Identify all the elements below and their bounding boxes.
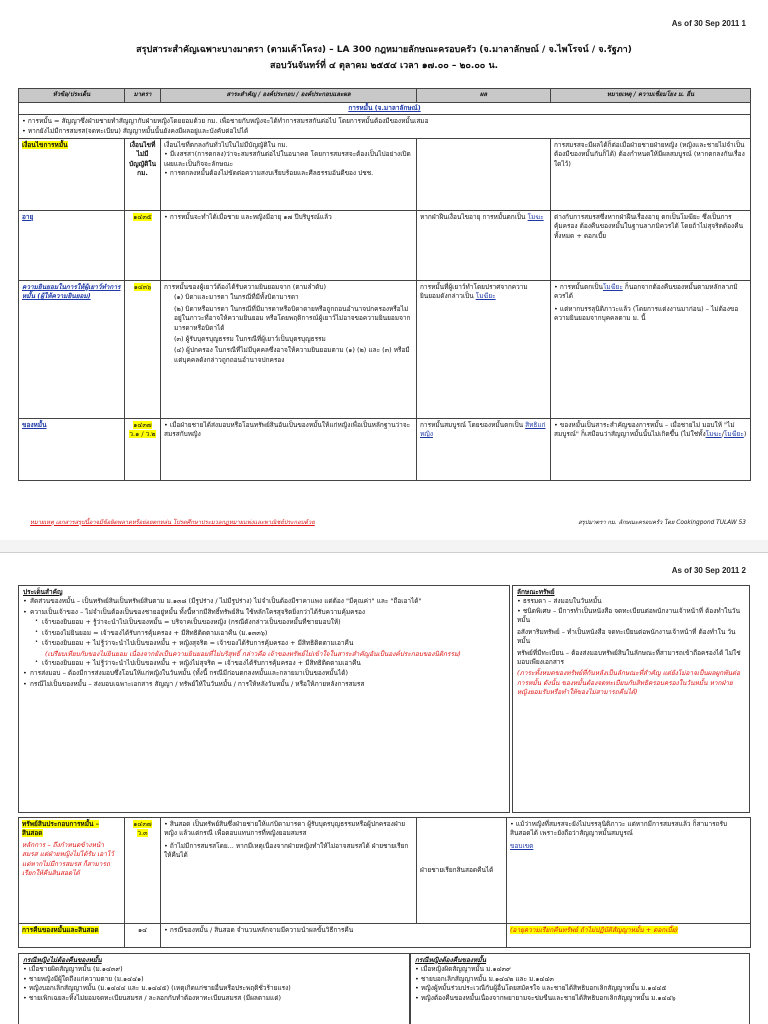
list-item: • ชายหญิงมีผู้ใดถึงแก่ความตาย (ม.๑๔๔๑)	[23, 974, 144, 983]
list-item: (๔) ผู้ปกครอง ในกรณีที่ไม่มีบุคคลซึ่งอาจให้ความยินยอมตาม (๑) (๒) และ (๓) หรือมีแต่บุคคลดังกล่าวถูกถอนอำนาจปกครอง	[174, 346, 410, 364]
row-note-text: • การหมั้นตกเป็น	[554, 282, 603, 291]
table-row	[19, 138, 751, 210]
row-note: • แม้ว่าหญิงที่สมรสจะยังไม่บรรลุนิติภาวะ แต่หากมีการสมรสแล้ว ก็สามารถรับสินสอดได้ เพราะยังถือว่าสัญญาหมั้นสมบูรณ์	[510, 820, 728, 838]
list-item: • เจ้าของไม่ยินยอม = เจ้าของได้รับการคุ้มครอง + มีสิทธิติดตามเอาคืน (ม.๑๓๓๖)	[35, 629, 505, 638]
must-return-box	[410, 953, 750, 1024]
row-note: ต่างกับการสมรสซึ่งหากฝ่าฝืนเรื่องอายุ ตกเป็นโมฆียะ ซึ่งเป็นการคุ้มครอง ต้องคืนของหมั้นในฐานลาภมิควรได้ โดยถ้าไม่สุจริตต้องคืนทั้งหมด + ดอกเบี้ย	[551, 210, 751, 280]
row-note-text: • แต่หากบรรลุนิติภาวะแล้ว (โดยการแต่งงานมาก่อน) – ไม่ต้องขอความยินยอมจากบุคคลตาม ม. นี้	[554, 304, 739, 323]
page-header: As of 30 Sep 2011 1	[671, 19, 746, 28]
list-item: • หญิงผู้หมั้นร่วมประเวณีกับผู้อื่นโดยสมัครใจ และชายได้สิทธิบอกเลิกสัญญาหมั้น ม.๑๔๔๕	[415, 984, 667, 993]
list-item: • กรณีไม่เป็นของหมั้น – ส่งมอบเฉพาะเอกสาร สัญญา / ทรัพย์ให้ในวันหมั้น / การให้หลังวันหมั้น / หรือให้ภายหลังการสมรส	[23, 680, 505, 689]
property-type-box	[512, 585, 750, 813]
row-content-line: • การตกลงหมั้นต้องไม่ขัดต่อความสงบเรียบร้อยและศีลธรรมอันดีของ ปชช.	[164, 169, 374, 178]
list-item: • เมื่อชายผิดสัญญาหมั้น (ม.๑๔๓๙)	[23, 965, 123, 974]
row-result-link[interactable]: สิทธิแก่หญิง	[420, 420, 546, 439]
must-return-title: กรณีหญิงต้องคืนของหมั้น	[415, 956, 487, 964]
row-note-link[interactable]: โมฆียะ	[723, 430, 744, 439]
row-content: • เมื่อฝ่ายชายได้ส่งมอบหรือโอนทรัพย์สินอันเป็นของหมั้นให้แก่หญิงเพื่อเป็นหลักฐานว่าจะสมรสกับหญิง	[161, 418, 417, 480]
footnote-disclaimer: หมายเหตุ เอกสารสรุปนี้อาจมีข้อผิดพลาดหรือย่อยตกหล่น โปรดศึกษาประมวลกฎหมายแพ่งและพาณิชย์ประกอบด้วย	[30, 520, 315, 526]
table-row	[19, 924, 751, 948]
row-topic: ของหมั้น	[22, 420, 47, 429]
row-section: ๑๔	[125, 924, 161, 948]
intro-row	[19, 115, 751, 139]
row-section: ๑๔๓๖	[133, 282, 152, 291]
row-content-intro: การหมั้นของผู้เยาว์ต้องได้รับความยินยอมจาก (ตามลำดับ)	[164, 282, 327, 291]
row-result: ฝ่ายชายเรียกสินสอดคืนได้	[417, 818, 507, 924]
row-topic: เงื่อนไขการหมั้น	[22, 140, 68, 149]
page-header: As of 30 Sep 2011 2	[671, 566, 746, 575]
row-topic: ทรัพย์สินประกอบการหมั้น – สินสอด	[22, 820, 99, 838]
key-points-box	[18, 585, 510, 813]
row-content: • สินสอด เป็นทรัพย์สินซึ่งฝ่ายชายให้แก่บิดามารดา ผู้รับบุตรบุญธรรมหรือผู้ปกครองฝ่ายหญิง แล้วแต่กรณี เพื่อตอบแทนการที่หญิงยอมสมรส	[164, 820, 406, 838]
table-header-row	[19, 89, 751, 103]
row-content: • ถ้าไม่มีการสมรสโดย... หากมีเหตุเนื่องจากฝ่ายหญิงทำให้ไม่อาจสมรสได้ ฝ่ายชายเรียกให้คืนได้	[164, 841, 409, 860]
row-topic: การคืนของหมั้นและสินสอด	[22, 926, 99, 934]
red-note: (ภาระทั้งหมดของทรัพย์ที่กันหลังเป็นลักษณะที่สำคัญ แต่ยังไม่อาจเป็นผลผูกพันต่อการหมั้น ดังนั้น ของหมั้นต้องจดทะเบียนกับสิทธิครอบครองในวันหมั้น หากฝ่ายหญิงยอมรับหรือทำให้ของไม่สามารถคืนได้)	[517, 669, 741, 697]
property-table	[18, 817, 751, 948]
list-item: • การส่งมอบ – ต้องมีการส่งมอบซึ่งโอนให้แก่หญิงในวันหมั้น (ทั้งนี้ กรณีมีก่อนตกลงหมั้นและกลายมาเป็นของหมั้นได้)	[23, 669, 505, 678]
list-item: • ชายบอกเลิกสัญญาหมั้น ม.๑๔๔๒ และ ม.๑๔๔๓	[415, 974, 554, 983]
row-result-link[interactable]: โมฆียะ	[475, 292, 496, 301]
row-note-tail: )	[743, 430, 747, 439]
list-item: • เจ้าของยินยอม + รู้ว่าจะนำไปเป็นของหมั้น = บริจาคเป็นของหญิง (กรณีดังกล่าวเป็นของหมั้นที่ชายมอบให้)	[35, 618, 505, 627]
row-content-line: • มีเงสรสา(การตกลง)ว่าจะสมรสกันต่อไปในอนาคต โดยการสมรสจะต้องเป็นไปอย่างเปิดเผยและเป็นกิจจะลักษณะ	[164, 150, 411, 168]
consent-list	[164, 293, 413, 365]
row-content-line: เงื่อนไขที่ตกลงกันทั่วไปในไม่มีบัญญัติใน กม.	[164, 140, 288, 149]
section-title: การหมั้น (จ.มาลาลักษณ์)	[348, 103, 421, 112]
list-item: • หญิงบอกเลิกสัญญาหมั้น (ม.๑๔๔๔ และ ม.๑๔๔๕) (เหตุเกิดแก่ชายอื่นหรือประพฤติชั่วร้ายแรง)	[23, 984, 291, 993]
property-line: ทรัพย์ที่มีทะเบียน – ต้องส่งมอบทรัพย์สินในลักษณะที่สามารถเข้าถือครองได้ ไม่ใช่มอบเพียงเอกสาร	[517, 648, 741, 666]
row-result	[417, 138, 551, 210]
row-content: • กรณีของหมั้น / สินสอด จำนวนหลักจามมีความนำผลขั้นวิธีการคืน	[161, 924, 507, 948]
row-section: ๑๔๓๕	[133, 212, 152, 221]
row-topic: ความยินยอมในการให้ผู้เยาว์ทำการหมั้น (ผู้ให้ความยินยอม)	[22, 282, 121, 301]
list-item: • เจ้าของยินยอม + ไม่รู้ว่าจะนำไปเป็นของหมั้น + หญิงไม่สุจริต = เจ้าของได้รับการคุ้มครอง + มีสิทธิติดตามเอาคืน	[35, 659, 505, 668]
list-item: • เมื่อหญิงผิดสัญญาหมั้น ม.๑๔๓๙	[415, 965, 511, 974]
red-note: (เปรียบเทียบกับของไม่ยินยอม เนื่องจากยังเป็นความยินยอมที่ไม่บริสุทธิ์ กล่าวคือ เจ้าของทรัพย์ไม่เข้าใจในสาระสำคัญอันเป็นองค์ประกอบของนิติกรรม)	[45, 649, 461, 658]
footnote-author: สรุปมาตรา กม. ลักษณะครอบครัว โดย Cookingpond TULAW 53	[578, 520, 746, 526]
row-note-link[interactable]: โมฆะ	[705, 430, 722, 439]
intro-line: • หากยังไม่มีการสมรส(จดทะเบียน) สัญญาหมั้นนั้นยังคงมีผลอยู่และบังคับต่อไปได้	[22, 126, 249, 135]
list-item: • สัดส่วนของหมั้น – เป็นทรัพย์สินเป็นทรัพย์สินตาม ม.๑๓๘ (มีรูปร่าง / ไม่มีรูปร่าง) ไม่จำเป็นต้องมีราคาแพง แต่ต้อง "มีคุณค่า" และ "ถือเอาได้"	[23, 597, 505, 606]
list-item: • ชายเพิกเฉยละทิ้งไม่ยอมจดทะเบียนสมรส / ละลอกกับทำต้องหาทะเบียนสมรส (มีผลตามแต่)	[23, 993, 281, 1002]
row-result-text: การหมั้นสมบูรณ์ โดยของหมั้นตกเป็น	[420, 420, 524, 429]
row-note-link[interactable]: ขอบเขต	[510, 841, 534, 850]
no-return-box	[18, 953, 410, 1024]
list-item: (๑) บิดาและมารดา ในกรณีที่มีทั้งบิดามารดา	[174, 293, 299, 302]
intro-line: • การหมั้น = สัญญาซึ่งฝ่ายชายทำสัญญากับฝ่ายหญิงโดยยอมด้วย กม. เพื่อชายกับหญิงจะได้ทำการสมรสกันต่อไป โดยการหมั้นต้องมีของหมั้นเสมอ	[22, 117, 429, 126]
document-page-2	[0, 552, 768, 1024]
section-title-row	[19, 102, 751, 114]
row-note-text: • ของหมั้นเป็นสาระสำคัญของการหมั้น – เมื่อชายไม่ มอบให้ "ไม่สมบูรณ์" ก็เสมือนว่าสัญญาหมั้นนั้นไม่เกิดขึ้น (ไม่ใช่ทั้ง	[554, 420, 735, 439]
row-note-tail: ก็นอกจากต้องคืนของหมั้นตามหลักลาภมิควรได้	[554, 282, 738, 301]
col-header-section: มาตรา	[125, 89, 161, 103]
page-separator	[0, 540, 768, 552]
property-type-title: ลักษณะทรัพย์	[517, 588, 555, 596]
row-note-link[interactable]: โมฆียะ	[602, 282, 623, 291]
col-header-note: หมายเหตุ / ความเชื่อมโยง ม. อื่น	[551, 89, 751, 103]
exam-schedule: สอบวันจันทร์ที่ ๔ ตุลาคม ๒๕๕๔ เวลา ๑๗.๐๐ – ๒๐.๐๐ น.	[269, 61, 499, 71]
table-row: ของหมั้น ๑๔๓๗ ว.๑ / ว.๒ • เมื่อฝ่ายชายได้ส่งมอบหรือโอนทรัพย์สินอันเป็นของหมั้นให้แก่หญิงเพื่อเป็นหลักฐานว่าจะสมรสกับหญิง การหมั้นสมบูรณ์ โดยของหมั้นตกเป็น สิทธิแก่หญิง • ของหมั้นเป็นสาระสำคัญของการหมั้น – เมื่อชายไม่ มอบให้ "ไม่สมบูรณ์" ก็เสมือนว่าสัญญาหมั้นนั้นไม่เกิดขึ้น (ไม่ใช่ทั้งโมฆะ/โมฆียะ)	[19, 418, 751, 480]
list-item: • หญิงต้องคืนของหมั้นเนื่องจากพยายามจะข่มขืนและชายได้สิทธิบอกเลิกสัญญาหมั้น ม.๑๔๔๖	[415, 993, 676, 1002]
summary-table	[18, 88, 751, 481]
property-line: อสังหาริมทรัพย์ – ทำเป็นหนังสือ จดทะเบียนต่อพนักงานเจ้าหน้าที่ ต้องทำใน วันหมั้น	[517, 627, 736, 646]
row-topic: อายุ	[22, 212, 34, 221]
list-item: (๓) ผู้รับบุตรบุญธรรม ในกรณีที่ผู้เยาว์เป็นบุตรบุญธรรม	[174, 335, 326, 344]
property-line: • ธรรมดา – ส่งมอบในวันหมั้น	[517, 597, 602, 606]
table-row	[19, 818, 751, 924]
list-item: • ความเป็นเจ้าของ – ไม่จำเป็นต้องเป็นของชายอยู่หมั้น ทั้งนี้หากมีสิทธิ์ทรัพย์สิน ใช้หลักใครสุจริตยิ่งกว่าได้รับความคุ้มครอง	[23, 608, 505, 617]
table-row	[19, 210, 751, 280]
property-line: • ชนิดพิเศษ – มีการทำเป็นหนังสือ จดทะเบียนต่อพนักงานเจ้าหน้าที่ ต้องทำในวันหมั้น	[517, 606, 741, 625]
col-header-result: ผล	[417, 89, 551, 103]
row-note: การสมรสจะมีผลได้ก็ต่อเมื่อฝ่ายชายฝ่ายหญิง (หญิงและชายไม่จำเป็นต้องมีของหมั้นกันก็ได้) ต้องกำหนดให้มีผลสมบูรณ์ (หากตกลงกันเรื่องใดไว้)	[551, 138, 751, 210]
row-note: (อายุความเรียกคืนทรัพย์ ถ้าไม่ปฏิบัติสัญญาหมั้น + ดอกเบี้ย)	[510, 926, 679, 934]
list-item: • เจ้าของยินยอม + ไม่รู้ว่าจะนำไปเป็นของหมั้น + หญิงสุจริต = เจ้าของได้รับการคุ้มครอง + มีสิทธิติดตามเอาคืน	[35, 639, 505, 648]
row-result-text: การหมั้นที่ผู้เยาว์ทำโดยปราศจากความยินยอมดังกล่าวเป็น	[420, 282, 528, 301]
row-result-text: หากฝ่าฝืนเงื่อนไขอายุ การหมั้นตกเป็น	[420, 212, 526, 221]
col-header-content: สาระสำคัญ / องค์ประกอบ / องค์ประกอบและผล	[161, 89, 417, 103]
row-section: ๑๔๓๗ ว.๑ / ว.๒	[129, 420, 156, 439]
col-header-topic: หัวข้อ/ประเด็น	[19, 89, 125, 103]
list-item: (๒) บิดาหรือมารดา ในกรณีที่มีมารดาหรือบิดาตายหรือถูกถอนอำนาจปกครองหรือไม่อยู่ในภาวะที่อาจให้ความยินยอม หรือโดยพฤติการณ์ผู้เยาว์ไม่อาจขอความยินยอมจากมารดาหรือบิดาได้	[174, 304, 411, 332]
no-return-title: กรณีหญิงไม่ต้องคืนของหมั้น	[23, 956, 102, 964]
row-section: เงื่อนไขที่ไม่มีบัญญัติใน กม.	[125, 138, 161, 210]
row-section: ๑๔๓๗ ว.๓	[133, 820, 152, 838]
key-points-title: ประเด็นสำคัญ	[23, 588, 63, 596]
row-content: • การหมั้นจะทำได้เมื่อชาย และหญิงมีอายุ ๑๗ ปีบริบูรณ์แล้ว	[161, 210, 417, 280]
document-title: สรุปสาระสำคัญเฉพาะบางมาตรา (ตามเค้าโครง) – LA 300 กฎหมายลักษณะครอบครัว (จ.มาลาลักษณ์ / จ.ไพโรจน์ / จ.รัฐภา)	[136, 45, 632, 55]
row-topic-note: หลักการ – ถึงกำหนดข้างหน้า สมรส แต่ฝ่ายหญิงไม่ได้รับ เอาไว้ แต่หากไม่มีการสมรส ก็สามารถเรียกให้คืนสินสอดได้	[22, 840, 114, 878]
table-row	[19, 280, 751, 418]
row-result-link[interactable]: โมฆะ	[527, 212, 544, 221]
